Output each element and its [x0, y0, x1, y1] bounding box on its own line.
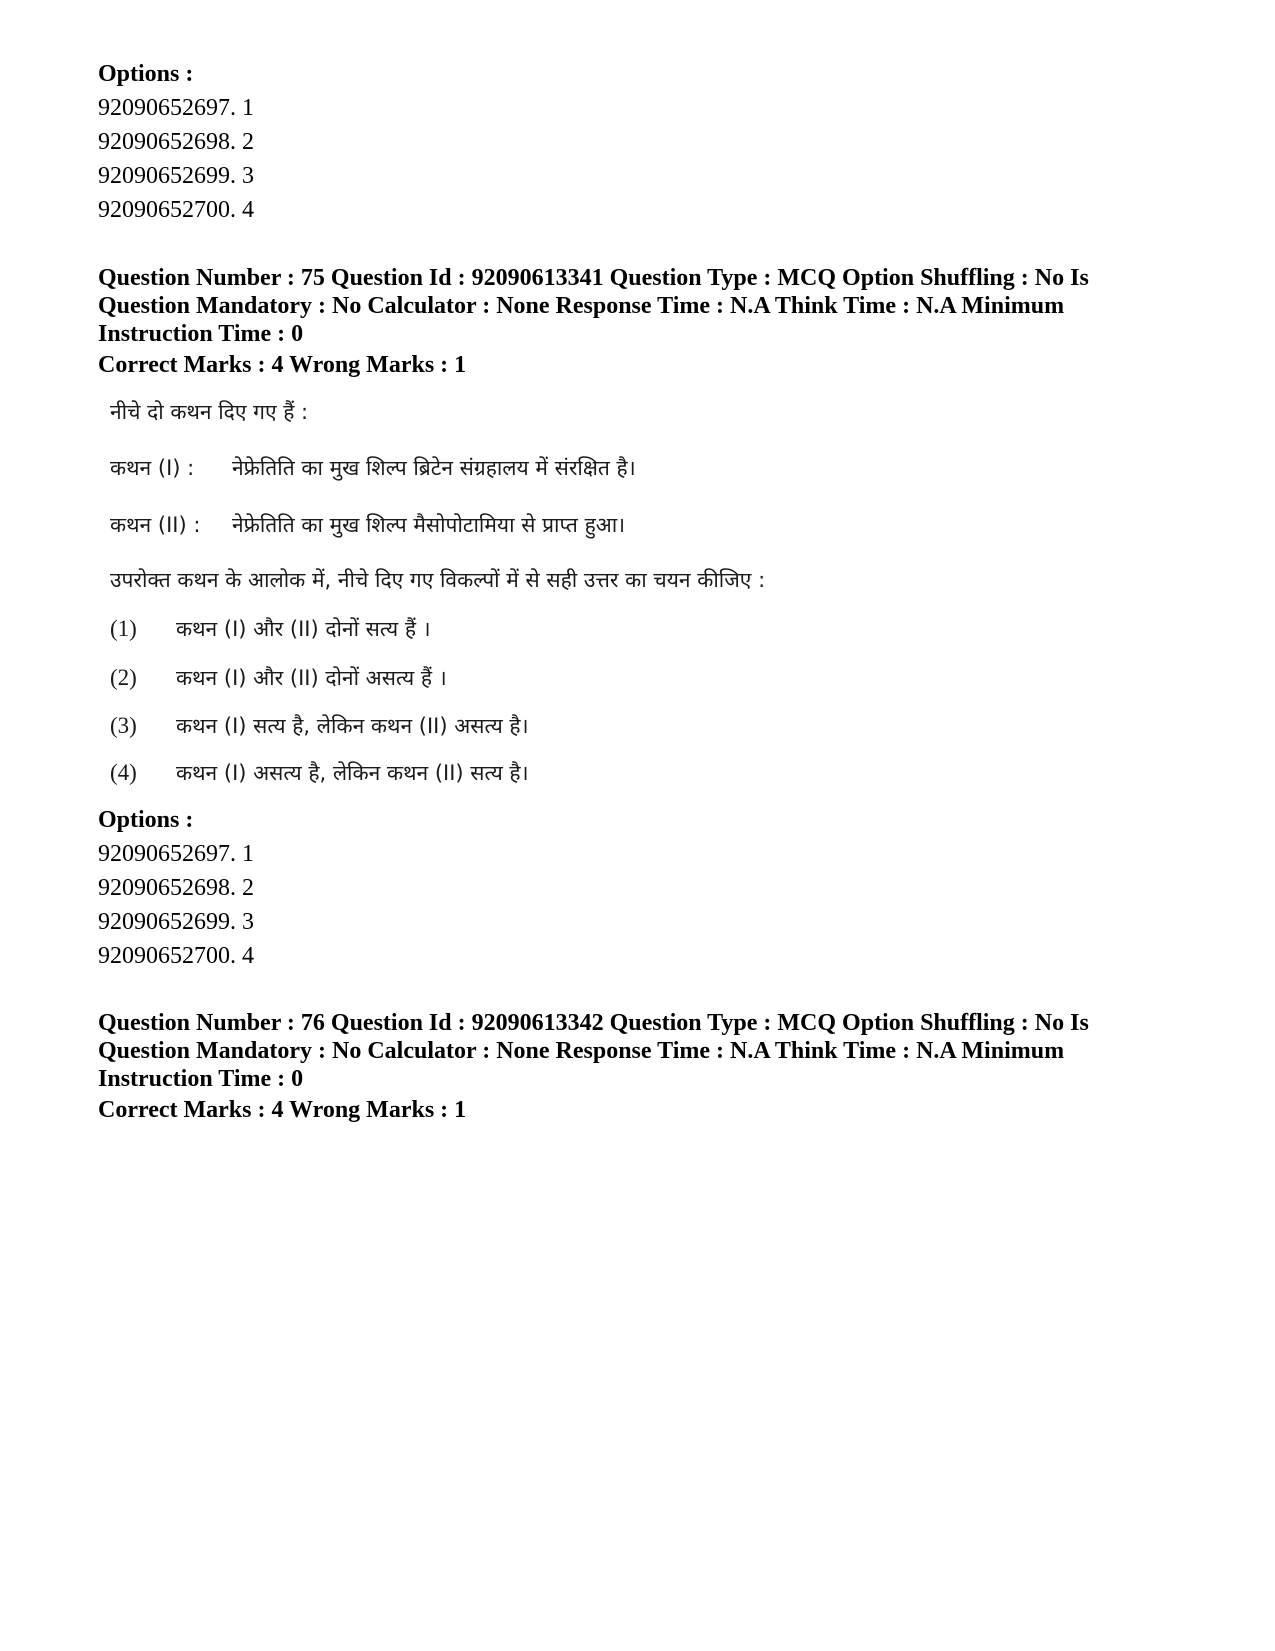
option-item: 92090652699. 3: [98, 909, 254, 935]
choice-item: [110, 759, 529, 787]
option-item: 92090652698. 2: [98, 875, 254, 901]
options-label: Options :: [98, 807, 194, 833]
marks-line: Correct Marks : 4 Wrong Marks : 1: [98, 1097, 467, 1123]
choice-text: कथन (I) और (II) दोनों असत्य हैं ।: [176, 666, 447, 690]
question-meta-line: Question Mandatory : No Calculator : None Response Time : N.A Think Time : N.A Minimum: [98, 293, 1065, 319]
option-item: 92090652697. 1: [98, 95, 254, 121]
choice-item: [110, 664, 447, 692]
question-meta-line: Instruction Time : 0: [98, 1066, 304, 1092]
statement-2-label: कथन (II) :: [110, 513, 201, 537]
question-meta-line: Question Number : 75 Question Id : 92090613341 Question Type : MCQ Option Shuffling : No Is: [98, 265, 1089, 291]
statement-1-text: नेफ्रेतिति का मुख शिल्प ब्रिटेन संग्रहालय में संरक्षित है।: [232, 456, 636, 480]
marks-line: Correct Marks : 4 Wrong Marks : 1: [98, 352, 467, 378]
question-intro: नीचे दो कथन दिए गए हैं :: [110, 400, 309, 424]
options-label: Options :: [98, 61, 194, 87]
question-meta-line: Instruction Time : 0: [98, 321, 304, 347]
choice-item: [110, 712, 529, 740]
option-item: 92090652700. 4: [98, 197, 254, 223]
choice-item: [110, 615, 431, 643]
choice-text: कथन (I) सत्य है, लेकिन कथन (II) असत्य है।: [176, 714, 529, 738]
option-item: 92090652700. 4: [98, 943, 254, 969]
question-76-header: [98, 1009, 1089, 1093]
statement-1-label: कथन (I) :: [110, 456, 195, 480]
choice-text: कथन (I) और (II) दोनों सत्य हैं ।: [176, 617, 431, 641]
choice-text: कथन (I) असत्य है, लेकिन कथन (II) सत्य है।: [176, 761, 529, 785]
options-block-q75: [98, 803, 254, 973]
question-meta-line: Question Mandatory : No Calculator : None Response Time : N.A Think Time : N.A Minimum: [98, 1038, 1065, 1064]
question-75-header: [98, 264, 1089, 348]
choice-number: (1): [110, 616, 137, 641]
question-meta-line: Question Number : 76 Question Id : 92090613342 Question Type : MCQ Option Shuffling : No Is: [98, 1010, 1089, 1036]
option-item: 92090652697. 1: [98, 841, 254, 867]
option-item: 92090652698. 2: [98, 129, 254, 155]
option-item: 92090652699. 3: [98, 163, 254, 189]
statement-2: [110, 511, 625, 539]
statement-1: [110, 454, 636, 482]
question-instruction: उपरोक्त कथन के आलोक में, नीचे दिए गए विकल्पों में से सही उत्तर का चयन कीजिए :: [110, 568, 766, 592]
statement-2-text: नेफ्रेतिति का मुख शिल्प मैसोपोटामिया से प्राप्त हुआ।: [232, 513, 626, 537]
question-76-marks: [98, 1095, 466, 1125]
question-75-marks: [98, 350, 466, 380]
choice-number: (2): [110, 665, 137, 690]
choice-number: (3): [110, 713, 137, 738]
options-block-previous: [98, 57, 254, 227]
choice-number: (4): [110, 760, 137, 785]
